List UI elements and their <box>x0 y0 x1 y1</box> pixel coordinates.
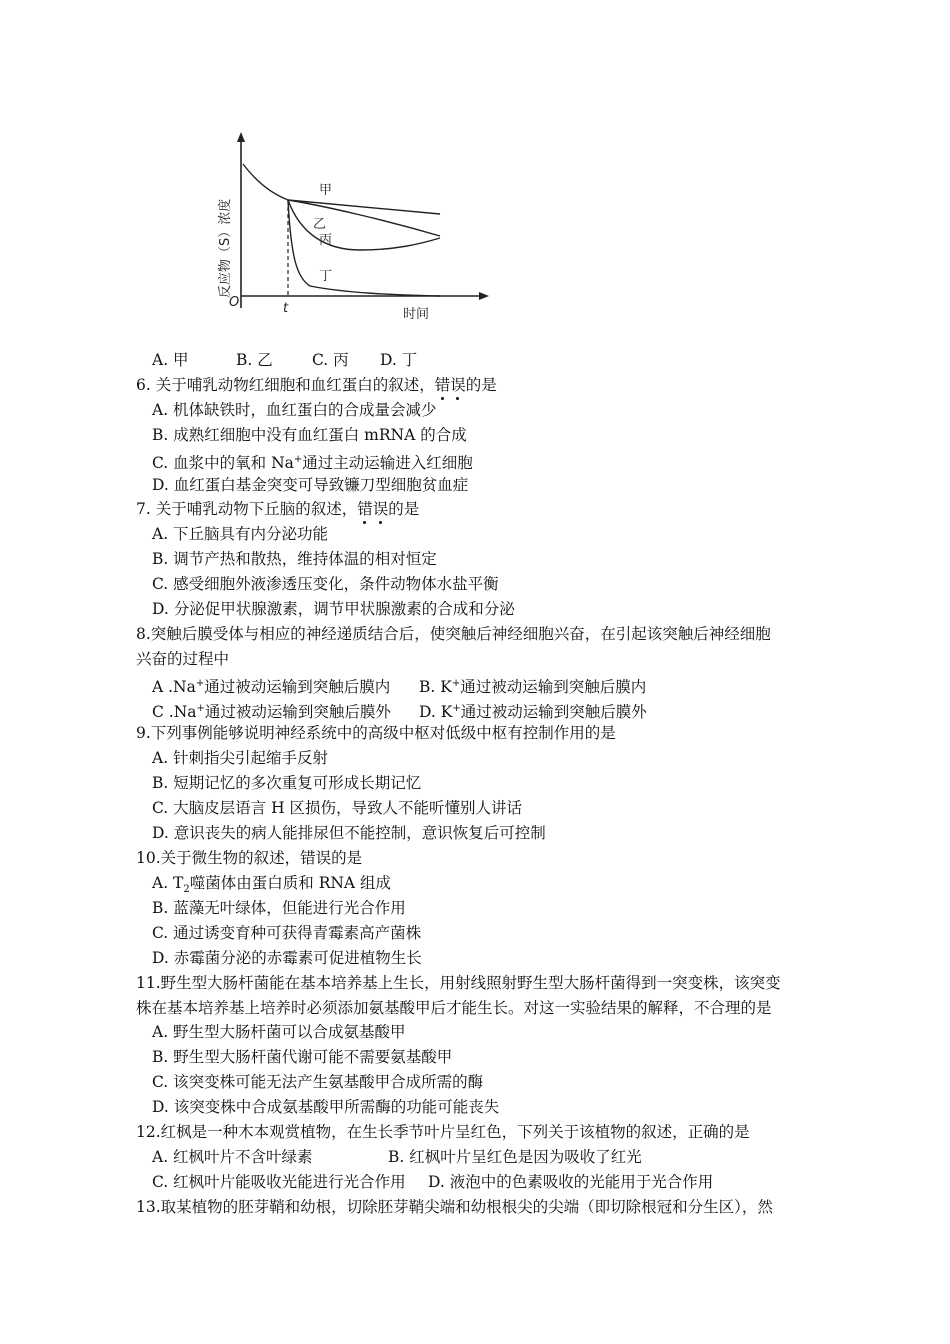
q11-option-c[interactable]: C. 该突变株可能无法产生氨基酸甲合成所需的酶 <box>152 1073 484 1091</box>
q5-option-b[interactable]: B. 乙 <box>236 351 273 369</box>
q12-option-b[interactable]: B. 红枫叶片呈红色是因为吸收了红光 <box>388 1148 642 1166</box>
q8-a-text-end: 通过被动运输到突触后膜内 <box>204 678 391 697</box>
q9-option-b[interactable]: B. 短期记忆的多次重复可形成长期记忆 <box>152 774 422 792</box>
q7-option-a[interactable]: A. 下丘脑具有内分泌功能 <box>152 525 329 543</box>
q8-stem-line1: 8.突触后膜受体与相应的神经递质结合后，使突触后神经细胞兴奋，在引起该突触后神经细胞 <box>136 625 771 643</box>
q5-option-a[interactable]: A. 甲 <box>152 351 189 369</box>
q8-b-sup: + <box>451 678 461 689</box>
q7-option-d[interactable]: D. 分泌促甲状腺激素，调节甲状腺激素的合成和分泌 <box>152 600 515 618</box>
q7-stem <box>136 499 419 519</box>
y-axis-arrow <box>237 132 245 142</box>
t-label: t <box>283 301 289 316</box>
q7-stem-end: 的是 <box>388 500 420 518</box>
q7-option-b[interactable]: B. 调节产热和散热，维持体温的相对恒定 <box>152 550 437 568</box>
reaction-curve-figure <box>215 128 505 328</box>
curve-label-jia: 甲 <box>319 183 333 198</box>
q10-option-c[interactable]: C. 通过诱变育种可获得青霉素高产菌株 <box>152 924 422 942</box>
q8-d-text-end: 通过被动运输到突触后膜外 <box>460 703 647 722</box>
q10-option-b[interactable]: B. 蓝藻无叶绿体，但能进行光合作用 <box>152 899 406 917</box>
q12-option-a[interactable]: A. 红枫叶片不含叶绿素 <box>152 1148 313 1166</box>
q11-stem-line1: 11.野生型大肠杆菌能在基本培养基上生长，用射线照射野生型大肠杆菌得到一突变株，该突变 <box>136 974 781 992</box>
q9-option-c[interactable]: C. 大脑皮层语言 H 区损伤，导致人不能听懂别人讲话 <box>152 799 523 817</box>
q6-option-d[interactable]: D. 血红蛋白基金突变可导致镰刀型细胞贫血症 <box>152 476 469 494</box>
q7-emph-wu: 误 <box>372 500 389 518</box>
q8-a-text: A .Na <box>152 678 196 697</box>
q5-option-c[interactable]: C. 丙 <box>312 351 349 369</box>
q8-b-text-end: 通过被动运输到突触后膜内 <box>460 678 647 697</box>
q6-emph-wu: 误 <box>450 376 466 394</box>
q6-c-sup: + <box>293 454 303 465</box>
q11-stem-line2: 株在基本培养基上培养时必须添加氨基酸甲后才能生长。对这一实验结果的解释，不合理的是 <box>136 999 772 1017</box>
q6-option-b[interactable]: B. 成熟红细胞中没有血红蛋白 mRNA 的合成 <box>152 426 467 444</box>
q8-c-text-end: 通过被动运输到突触后膜外 <box>204 703 391 722</box>
q10-a-text-end: 噬菌体由蛋白质和 RNA 组成 <box>189 874 392 892</box>
q6-option-c[interactable] <box>152 450 473 473</box>
q8-c-text: C .Na <box>152 703 197 722</box>
q11-option-b[interactable]: B. 野生型大肠杆菌代谢可能不需要氨基酸甲 <box>152 1048 453 1066</box>
curve-label-yi: 乙 <box>313 217 327 232</box>
origin-label: O <box>229 295 240 310</box>
q8-option-d[interactable] <box>419 699 647 722</box>
q12-option-c[interactable]: C. 红枫叶片能吸收光能进行光合作用 <box>152 1173 406 1191</box>
initial-curve <box>243 164 288 200</box>
q12-option-d[interactable]: D. 液泡中的色素吸收的光能用于光合作用 <box>428 1173 714 1191</box>
q8-d-text: D. K <box>419 703 453 722</box>
q10-option-d[interactable]: D. 赤霉菌分泌的赤霉素可促进植物生长 <box>152 949 422 967</box>
curve-ding <box>288 200 440 296</box>
q8-b-text: B. K <box>419 678 452 697</box>
x-axis-label: 时间 <box>403 307 430 322</box>
y-axis-label: 反应物（S）浓度 <box>218 198 233 298</box>
q8-option-c[interactable] <box>152 699 391 722</box>
q13-stem: 13.取某植物的胚芽鞘和幼根，切除胚芽鞘尖端和幼根根尖的尖端（即切除根冠和分生区），然 <box>136 1198 773 1216</box>
q9-option-d[interactable]: D. 意识丧失的病人能排尿但不能控制，意识恢复后可控制 <box>152 824 546 842</box>
q9-option-a[interactable]: A. 针刺指尖引起缩手反射 <box>152 749 329 767</box>
q6-stem-end: 的是 <box>465 376 497 394</box>
q8-option-b[interactable] <box>419 674 646 697</box>
q8-d-sup: + <box>452 703 461 714</box>
q9-stem: 9.下列事例能够说明神经系统中的高级中枢对低级中枢有控制作用的是 <box>136 724 616 742</box>
curve-yi <box>288 200 440 236</box>
curve-jia <box>288 200 440 214</box>
q8-c-sup: + <box>196 703 205 714</box>
q7-option-c[interactable]: C. 感受细胞外液渗透压变化，条件动物体水盐平衡 <box>152 575 499 593</box>
q6-c-text: C. 血浆中的氧和 Na <box>152 454 294 473</box>
curve-label-ding: 丁 <box>319 269 333 284</box>
q8-stem-line2: 兴奋的过程中 <box>136 650 230 668</box>
q10-option-a[interactable] <box>152 873 391 900</box>
q6-option-a[interactable]: A. 机体缺铁时，血红蛋白的合成量会减少 <box>152 401 437 419</box>
q11-option-d[interactable]: D. 该突变株中合成氨基酸甲所需酶的功能可能丧失 <box>152 1098 500 1116</box>
q8-a-sup: + <box>195 678 205 689</box>
curve-label-bing: 丙 <box>319 233 333 248</box>
q11-option-a[interactable]: A. 野生型大肠杆菌可以合成氨基酸甲 <box>152 1023 406 1041</box>
q6-stem-text: 6. 关于哺乳动物红细胞和血红蛋白的叙述， <box>136 376 435 394</box>
q10-stem: 10.关于微生物的叙述，错误的是 <box>136 849 363 867</box>
q7-emph-cuo: 错 <box>357 500 373 518</box>
q10-a-sub: 2 <box>183 884 190 896</box>
q5-option-d[interactable]: D. 丁 <box>380 351 418 369</box>
x-axis-arrow <box>479 292 489 300</box>
q8-option-a[interactable] <box>152 674 390 697</box>
q6-c-text-end: 通过主动运输进入红细胞 <box>302 454 473 473</box>
q12-stem: 12.红枫是一种木本观赏植物，在生长季节叶片呈红色，下列关于该植物的叙述，正确的是 <box>136 1123 750 1141</box>
q7-stem-text: 7. 关于哺乳动物下丘脑的叙述， <box>136 500 358 518</box>
q6-stem <box>136 375 497 395</box>
q10-a-text: A. T <box>152 874 184 892</box>
q6-emph-cuo: 错 <box>434 376 451 394</box>
